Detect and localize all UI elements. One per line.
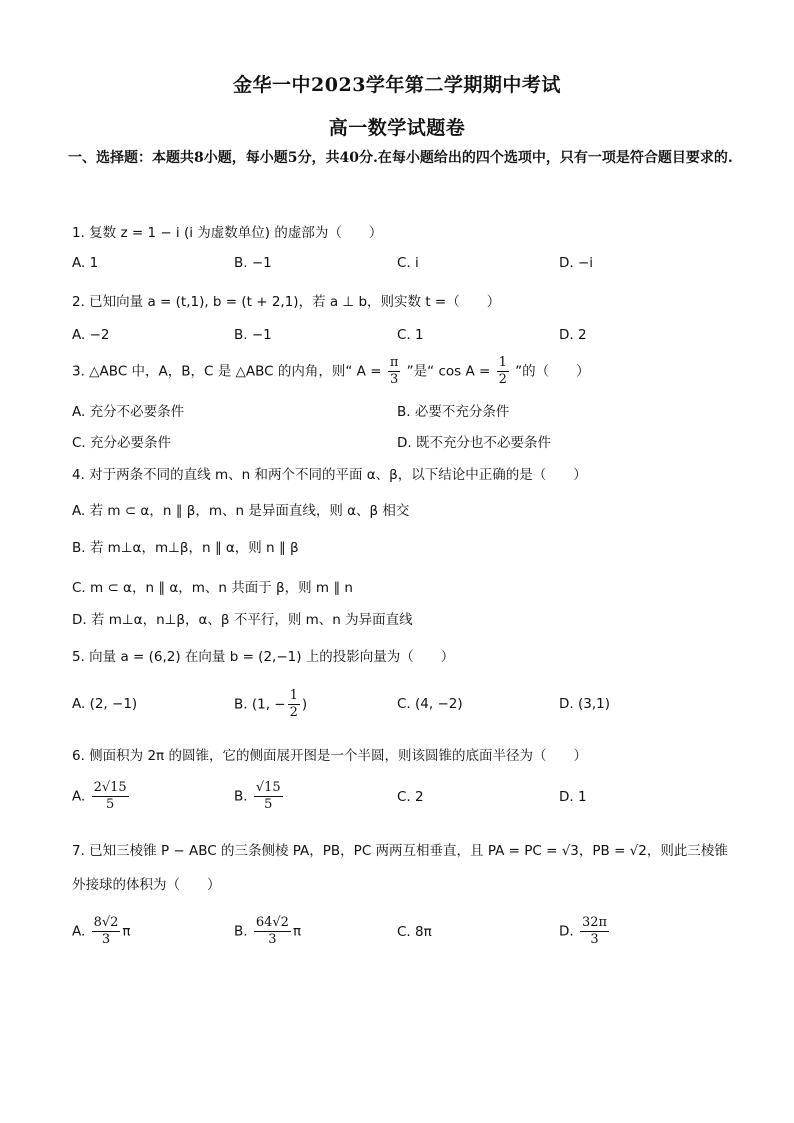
q4-option-a: A. 若 m ⊂ α，n ∥ β，m、n 是异面直线，则 α、β 相交 — [72, 503, 410, 519]
q2-option-b: B. −1 — [234, 327, 272, 343]
exam-title: 金华一中2023学年第二学期期中考试 — [233, 74, 561, 96]
q6-option-a — [72, 780, 131, 813]
q6-option-b-fraction — [254, 780, 283, 813]
q5-option-d: D. (3,1) — [559, 696, 610, 712]
q6-b-den: 5 — [264, 797, 273, 812]
q2-option-a: A. −2 — [72, 327, 110, 343]
q2-option-d: D. 2 — [559, 327, 587, 343]
question-6-stem: 6. 侧面积为 2π 的圆锥，它的侧面展开图是一个半圆，则该圆锥的底面半径为（ ） — [72, 748, 587, 764]
q5-option-b-pre: B. (1, − — [234, 696, 286, 713]
question-6-options — [72, 780, 732, 820]
question-7-options — [72, 915, 732, 955]
q3-frac1-num: π — [389, 355, 399, 370]
q7-option-b-label: B. — [234, 923, 248, 940]
q7-option-d-fraction — [580, 915, 609, 948]
q7-option-a — [72, 915, 131, 948]
question-4-stem: 4. 对于两条不同的直线 m、n 和两个不同的平面 α、β，以下结论中正确的是（ ） — [72, 467, 587, 483]
q7-option-c: C. 8π — [397, 924, 432, 940]
q3-option-b: B. 必要不充分条件 — [397, 404, 510, 420]
q1-option-a: A. 1 — [72, 255, 99, 271]
q3-fraction-one-half — [497, 355, 509, 388]
q3-option-c: C. 充分必要条件 — [72, 435, 172, 451]
q1-option-d: D. −i — [559, 255, 594, 271]
q1-option-b: B. −1 — [234, 255, 272, 271]
q7-d-den: 3 — [590, 932, 599, 947]
q3-stem-pre: 3. △ABC 中，A，B，C 是 △ABC 的内角，则“ A = — [72, 363, 382, 380]
q3-stem-mid: ”是“ cos A = — [406, 363, 491, 380]
q5-option-b-fraction — [288, 688, 300, 721]
q6-option-a-fraction — [92, 780, 129, 813]
q6-b-num: √15 — [255, 780, 281, 795]
q6-option-c: C. 2 — [397, 789, 424, 805]
q7-a-num: 8√2 — [93, 915, 119, 930]
question-3-stem — [72, 355, 590, 388]
q5-b-den: 2 — [289, 705, 298, 720]
q3-option-a: A. 充分不必要条件 — [72, 404, 185, 420]
q7-option-d-label: D. — [559, 923, 574, 940]
q5-option-b — [234, 688, 307, 721]
q3-option-d: D. 既不充分也不必要条件 — [397, 435, 551, 451]
q3-frac2-num: 1 — [498, 355, 507, 370]
q5-option-c: C. (4, −2) — [397, 696, 463, 712]
q3-fraction-pi-over-3 — [388, 355, 401, 388]
q7-option-b — [234, 915, 301, 948]
section-heading: 一、选择题：本题共8小题，每小题5分，共40分.在每小题给出的四个选项中，只有一项是符合题目要求的. — [68, 150, 733, 166]
q6-option-a-label: A. — [72, 788, 86, 805]
q7-option-d — [559, 915, 611, 948]
q5-b-num: 1 — [289, 688, 298, 703]
q7-d-num: 32π — [581, 915, 608, 930]
q7-b-num: 64√2 — [255, 915, 289, 930]
question-2-options — [72, 327, 732, 353]
exam-subtitle: 高一数学试题卷 — [328, 117, 466, 139]
q7-b-den: 3 — [268, 932, 277, 947]
question-3-options-row2 — [72, 431, 732, 457]
q4-option-d: D. 若 m⊥α，n⊥β，α、β 不平行，则 m、n 为异面直线 — [72, 612, 413, 628]
question-7-stem: 7. 已知三棱锥 P − ABC 的三条侧棱 PA，PB，PC 两两互相垂直，且 PA = PC = √3，PB = √2，则此三棱锥外接球的体积为（ ） — [72, 843, 728, 893]
q5-option-b-post: ) — [301, 696, 308, 713]
q6-a-num: 2√15 — [93, 780, 127, 795]
q7-option-b-fraction — [254, 915, 291, 948]
q5-option-a: A. (2, −1) — [72, 696, 138, 712]
q6-option-d: D. 1 — [559, 789, 587, 805]
q3-stem-post: ”的（ ） — [515, 363, 590, 380]
q3-frac2-den: 2 — [498, 372, 507, 387]
q7-option-a-pi: π — [122, 923, 131, 940]
q6-option-b — [234, 780, 285, 813]
q3-frac1-den: 3 — [389, 372, 399, 387]
question-1-options — [72, 255, 732, 281]
question-5-options — [72, 688, 732, 726]
q6-option-b-label: B. — [234, 788, 248, 805]
q7-option-b-pi: π — [292, 923, 302, 940]
q4-option-b: B. 若 m⊥α，m⊥β，n ∥ α，则 n ∥ β — [72, 540, 299, 556]
question-5-stem: 5. 向量 a = (6,2) 在向量 b = (2,−1) 上的投影向量为（ ） — [72, 649, 455, 665]
question-3-options-row1 — [72, 400, 732, 426]
q2-option-c: C. 1 — [397, 327, 424, 343]
question-2-stem: 2. 已知向量 a = (t,1), b = (t + 2,1)，若 a ⊥ b，则实数 t =（ ） — [72, 294, 501, 310]
q7-option-a-fraction — [92, 915, 121, 948]
q7-a-den: 3 — [101, 932, 111, 947]
q1-option-c: C. i — [397, 255, 419, 271]
question-1-stem: 1. 复数 z = 1 − i (i 为虚数单位) 的虚部为（ ） — [72, 225, 383, 241]
q7-option-a-label: A. — [72, 923, 86, 940]
q6-a-den: 5 — [106, 797, 115, 812]
q4-option-c: C. m ⊂ α，n ∥ α，m、n 共面于 β，则 m ∥ n — [72, 580, 353, 596]
